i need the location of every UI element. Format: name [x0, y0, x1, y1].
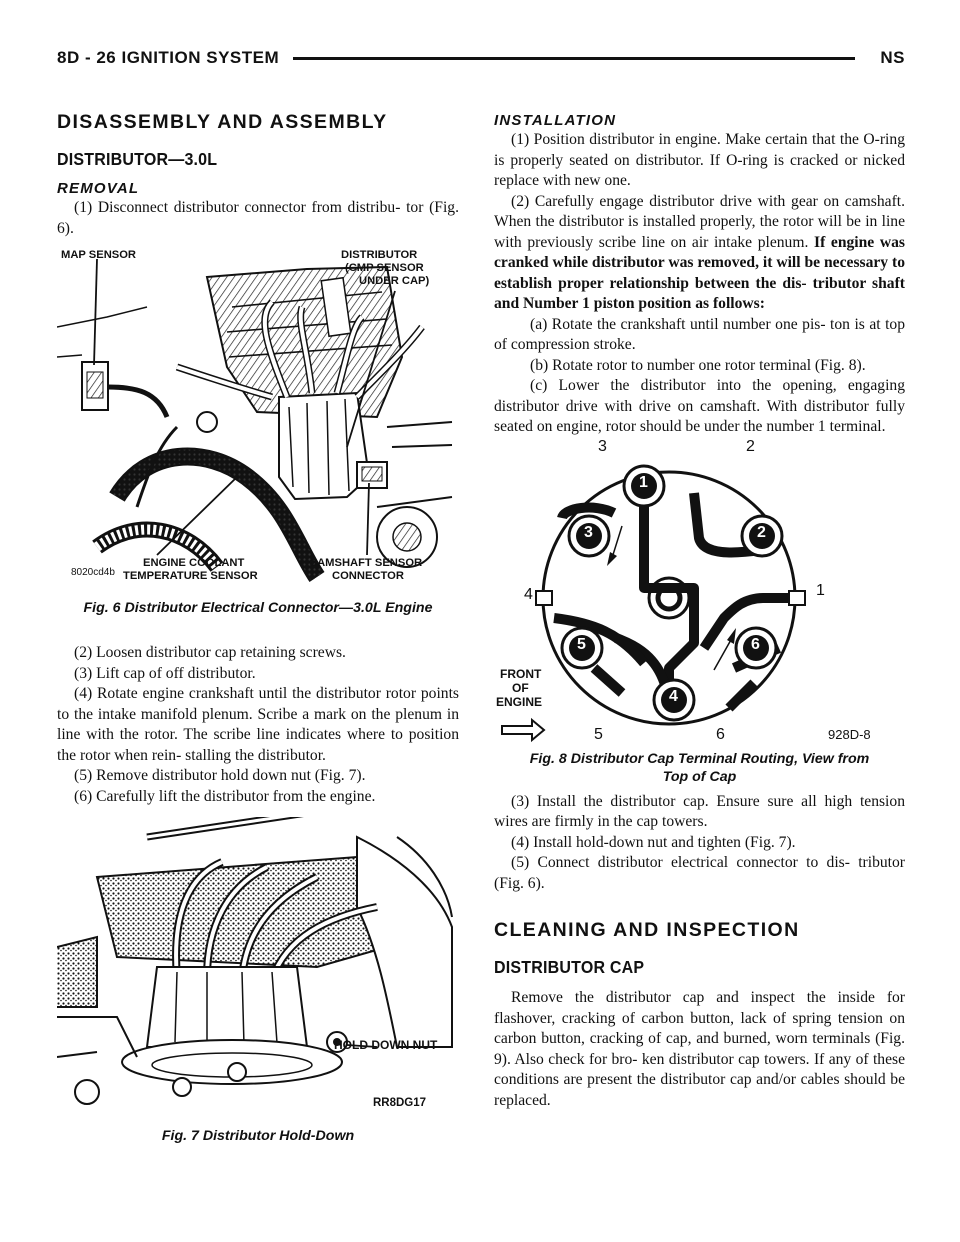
figure-7-illustration	[57, 817, 459, 1117]
front-of-engine-line2: OF	[512, 680, 529, 695]
terminal-2: 2	[757, 523, 766, 541]
figure-6-illustration	[57, 247, 459, 587]
figure-6-code: 8020cd4b	[71, 567, 115, 578]
callout-distributor-line2: (CMP SENSOR	[345, 262, 424, 274]
header-rule	[293, 57, 855, 60]
terminal-4: 4	[669, 687, 678, 705]
terminal-1: 1	[639, 473, 648, 491]
figure-7-caption: Fig. 7 Distributor Hold-Down	[161, 1128, 355, 1144]
removal-step-5: (5) Remove distributor hold down nut (Fig. 7).	[74, 767, 366, 784]
callout-distributor-line3: UNDER CAP)	[359, 275, 430, 287]
right-column	[494, 112, 905, 1111]
header-right: NS	[880, 48, 905, 67]
installation-substep-b: (b) Rotate rotor to number one rotor terminal (Fig. 8).	[530, 356, 866, 374]
figure-7	[57, 817, 459, 1142]
front-of-engine-line3: ENGINE	[496, 694, 543, 709]
position-label-6: 6	[716, 725, 725, 743]
figure-8	[494, 437, 905, 792]
terminal-5: 5	[577, 635, 586, 653]
figure-7-code: RR8DG17	[373, 1097, 427, 1109]
installation-step-2-warning: If engine was cranked while distributor was removed, it will be necessary to establish proper relationship between the dis- tributor shaft and Number 1 piston position as follows:	[494, 233, 905, 312]
position-label-2: 2	[746, 437, 755, 455]
removal-step-4: (4) Rotate engine crankshaft until the distributor rotor points to the intake manifold plenum. Scribe a mark on the plenum in line with the rotor. The scribe line indicates where to position the rotor when rein- stalling the distributor.	[57, 685, 459, 764]
removal-step-3: (3) Lift cap of off distributor.	[74, 664, 256, 682]
subsection-title: DISTRIBUTOR—3.0L	[57, 151, 218, 170]
figure-6-caption: Fig. 6 Distributor Electrical Connector—3.0L Engine	[83, 600, 433, 616]
removal-step-1: (1) Disconnect distributor connector from distribu- tor (Fig. 6).	[57, 199, 459, 237]
page-header	[57, 48, 905, 74]
installation-substep-c: (c) Lower the distributor into the opening, engaging distributor drive with drive on camshaft. With distributor fully seated on engine, rotor should be under the number 1 terminal.	[494, 377, 905, 435]
callout-camshaft-line1: CAMSHAFT SENSOR	[309, 557, 423, 569]
position-label-3: 3	[598, 437, 607, 455]
callout-hold-down-nut: HOLD DOWN NUT	[334, 1038, 438, 1052]
figure-8-caption-line1: Fig. 8 Distributor Cap Terminal Routing, View from	[529, 750, 870, 767]
callout-camshaft-line2: CONNECTOR	[332, 570, 404, 582]
terminal-3: 3	[584, 523, 593, 541]
subsection-title-distributor-cap: DISTRIBUTOR CAP	[494, 959, 645, 978]
distributor-cap-paragraph: Remove the distributor cap and inspect the inside for flashover, cracking of carbon button, lack of spring tension on carbon button, cracking of cap, and burned, worn terminals (Fig. 9). Also check for bro- ken distributor cap towers. If any of these conditions are present the distributor cap and/or cables should be replaced.	[494, 989, 905, 1109]
header-left: 8D - 26 IGNITION SYSTEM	[57, 48, 280, 67]
section-title-cleaning: CLEANING AND INSPECTION	[494, 919, 800, 941]
installation-step-2-text: (2) Carefully engage distributor drive with gear on camshaft. When the distributor is installed properly, the rotor will be in line with previously scribe line on air intake plenum.	[494, 192, 905, 251]
installation-step-1: (1) Position distributor in engine. Make certain that the O-ring is properly seated on distributor. If O-ring is cracked or nicked replace with new one.	[494, 131, 905, 189]
position-label-1: 1	[816, 581, 825, 599]
callout-distributor-line1: DISTRIBUTOR	[341, 249, 418, 261]
position-label-5: 5	[594, 725, 603, 743]
callout-coolant-line1: ENGINE COOLANT	[143, 557, 245, 569]
installation-step-4: (4) Install hold-down nut and tighten (Fig. 7).	[511, 833, 796, 851]
left-column	[57, 108, 459, 1142]
position-label-4: 4	[524, 585, 533, 603]
procedure-title-installation: INSTALLATION	[494, 112, 617, 129]
callout-map-sensor: MAP SENSOR	[61, 249, 137, 261]
installation-step-5: (5) Connect distributor electrical connector to dis- tributor (Fig. 6).	[494, 854, 905, 892]
installation-substep-a: (a) Rotate the crankshaft until number one pis- ton is at top of compression stroke.	[494, 315, 905, 353]
installation-step-2	[494, 192, 905, 315]
installation-step-3: (3) Install the distributor cap. Ensure sure all high tension wires are firmly in the cap towers.	[494, 792, 905, 830]
front-of-engine-line1: FRONT	[500, 666, 542, 681]
terminal-6: 6	[751, 635, 760, 653]
figure-8-illustration	[494, 448, 905, 748]
removal-step-6: (6) Carefully lift the distributor from the engine.	[74, 787, 376, 805]
figure-8-caption-line2: Top of Cap	[662, 768, 737, 785]
figure-8-code: 928D-8	[828, 726, 871, 742]
figure-6	[57, 247, 459, 619]
removal-step-2: (2) Loosen distributor cap retaining screws.	[74, 644, 346, 661]
callout-coolant-line2: TEMPERATURE SENSOR	[123, 570, 258, 582]
section-title: DISASSEMBLY AND ASSEMBLY	[57, 111, 388, 133]
procedure-title-removal: REMOVAL	[57, 180, 140, 197]
